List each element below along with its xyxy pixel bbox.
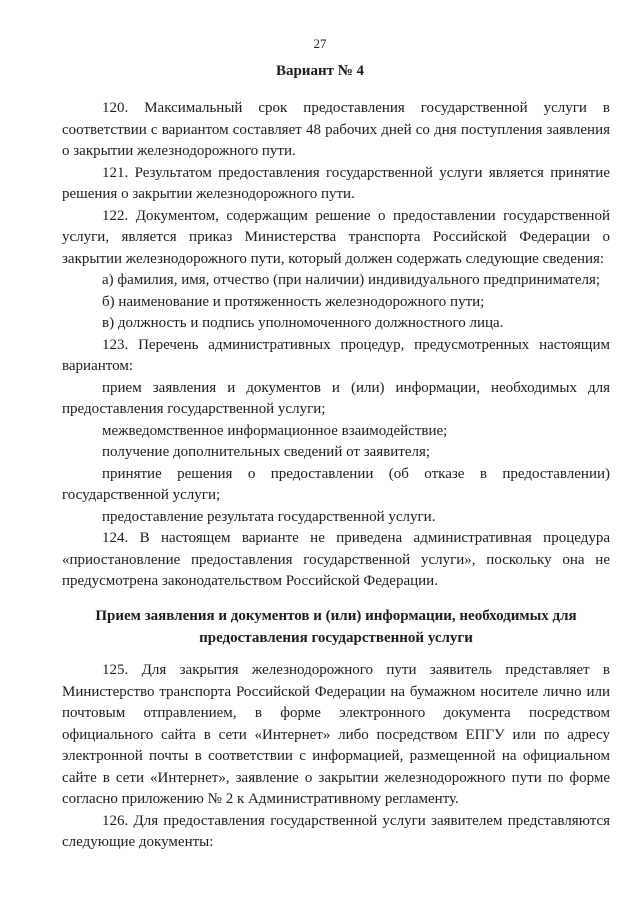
procedure-item: межведомственное информационное взаимодействие; — [102, 422, 448, 439]
paragraph-124: 124. В настоящем варианте не приведена административная процедура «приостановление предоставления государственной услуги», поскольку она не предусмотрена законодательством Российской Федерации. — [62, 530, 610, 589]
variant-body — [62, 98, 610, 593]
variant-title: Вариант № 4 — [275, 63, 365, 79]
paragraph-123: 123. Перечень административных процедур, предусмотренных настоящим вариантом: — [62, 336, 610, 374]
paragraph-126: 126. Для предоставления государственной услуги заявителем представляются следующие документы: — [62, 812, 610, 850]
list-item-a: а) фамилия, имя, отчество (при наличии) индивидуального предпринимателя; — [102, 272, 601, 288]
paragraph-122: 122. Документом, содержащим решение о предоставлении государственной услуги, является приказ Министерства транспорта Российской Федерации о закрытии железнодорожного пути, который должен содержать следующие сведения: — [62, 207, 610, 267]
section-body — [62, 660, 610, 854]
list-item-v: в) должность и подпись уполномоченного должностного лица. — [102, 315, 504, 331]
list-item-b: б) наименование и протяженность железнодорожного пути; — [102, 293, 485, 310]
procedure-item: предоставление результата государственной услуги. — [102, 508, 436, 525]
procedure-item: принятие решения о предоставлении (об отказе в предоставлении) государственной услуги; — [62, 465, 610, 503]
paragraph-121: 121. Результатом предоставления государственной услуги является принятие решения о закрытии железнодорожного пути. — [62, 164, 610, 202]
paragraph-125: 125. Для закрытия железнодорожного пути заявитель представляет в Министерство транспорта Российской Федерации на бумажном носителе лично или почтовым отправлением, в форме электронного документа посредством официального сайта в сети «Интернет» либо посредством ЕПГУ или по адресу электронной почты в соответствии с информацией, размещенной на официальном сайте в сети «Интернет», заявление о закрытии железнодорожного пути по форме согласно приложению № 2 к Административному регламенту. — [62, 662, 610, 807]
procedure-item: прием заявления и документов и (или) информации, необходимых для предоставления государственной услуги; — [62, 379, 610, 417]
paragraph-120: 120. Максимальный срок предоставления государственной услуги в соответствии с вариантом составляет 48 рабочих дней со дня поступления заявления о закрытии железнодорожного пути. — [62, 100, 610, 159]
page-number: 27 — [313, 36, 327, 51]
procedure-item: получение дополнительных сведений от заявителя; — [102, 444, 431, 460]
section-heading: Прием заявления и документов и (или) информации, необходимых для предоставления государственной услуги — [95, 608, 577, 646]
